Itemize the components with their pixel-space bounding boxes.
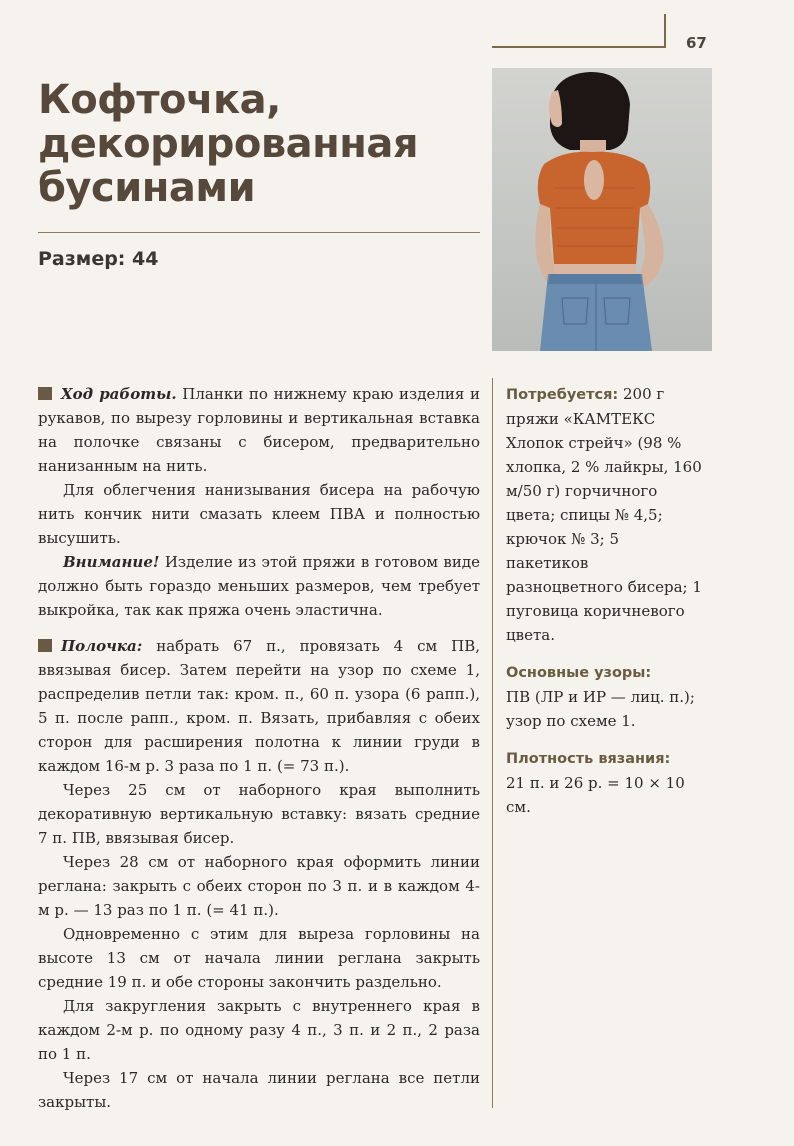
front-text: набрать 67 п., провязать 4 см ПВ, ввязывая бисер. Затем перейти на узор по схеме 1, распределив петли так: кром. п., 60 п. узора (6 рапп.), 5 п. после рапп., кром. п. Вязать, прибавляя с обеих сторон для расширения полотна к линии груди в каждом 16-м р. 3 раза по 1 п. (= 73 п.). xyxy=(38,637,480,775)
raglan-paragraph: Через 28 см от наборного края оформить линии реглана: закрыть с обеих сторон по 3 п. и в каждом 4-м р. — 13 раз по 1 п. (= 41 п.). xyxy=(38,853,480,919)
section-bullet-icon xyxy=(38,639,52,652)
work-text: Планки по нижнему краю изделия и рукавов, по вырезу горловины и вертикальная вставка на полочке связаны с бисером, предварительно нанизанным на нить. xyxy=(38,385,480,475)
title-line: декорированная xyxy=(38,121,419,167)
front-lead: Полочка: xyxy=(61,637,143,655)
work-lead: Ход работы. xyxy=(61,385,177,403)
attention-text: Изделие из этой пряжи в готовом виде должно быть гораздо меньших размеров, чем требует выкройка, так как пряжа очень эластична. xyxy=(38,553,480,619)
section-bullet-icon xyxy=(38,387,52,400)
attention-paragraph xyxy=(38,550,480,622)
neckline-paragraph: Одновременно с этим для выреза горловины на высоте 13 см от начала линии реглана закрыть средние 19 п. и обе стороны закончить раздельно. xyxy=(38,925,480,991)
title-line: Кофточка, xyxy=(38,77,281,123)
finish-paragraph: Через 17 см от начала линии реглана все петли закрыты. xyxy=(38,1069,480,1111)
gauge-heading: Плотность вязания: xyxy=(506,751,671,767)
gauge-text: 21 п. и 26 р. = 10 × 10 см. xyxy=(506,774,685,816)
attention-lead: Внимание! xyxy=(63,553,160,571)
rounding-paragraph: Для закругления закрыть с внутреннего края в каждом 2-м р. по одному разу 4 п., 3 п. и 2 п., 2 раза по 1 п. xyxy=(38,997,480,1063)
article-title xyxy=(38,78,478,210)
work-paragraph xyxy=(38,382,480,478)
materials-heading: Потребуется: xyxy=(506,387,619,403)
instructions-column xyxy=(38,382,480,1114)
title-line: бусинами xyxy=(38,165,256,211)
sidebar-column xyxy=(506,382,706,819)
model-photo xyxy=(492,68,712,351)
page-corner-rule-horizontal xyxy=(492,46,666,48)
materials-block xyxy=(506,382,706,647)
patterns-text: ПВ (ЛР и ИР — лиц. п.); узор по схеме 1. xyxy=(506,688,695,730)
patterns-heading: Основные узоры: xyxy=(506,665,652,681)
front-paragraph xyxy=(38,634,480,778)
materials-text: 200 г пряжи «КАМТЕКС Хлопок стрейч» (98 % хлопка, 2 % лайкры, 160 м/50 г) горчичного цвета; спицы № 4,5; крючок № 3; 5 пакетиков разноцветного бисера; 1 пуговица коричневого цвета. xyxy=(506,385,702,644)
page-number: 67 xyxy=(686,34,707,52)
garment-size: Размер: 44 xyxy=(38,248,159,270)
title-divider xyxy=(38,232,480,233)
insert-paragraph: Через 25 см от наборного края выполнить декоративную вертикальную вставку: вязать средние 7 п. ПВ, ввязывая бисер. xyxy=(38,781,480,847)
beading-paragraph: Для облегчения нанизывания бисера на рабочую нить кончик нити смазать клеем ПВА и полностью высушить. xyxy=(38,481,480,547)
page-corner-rule-vertical xyxy=(664,14,666,48)
column-divider xyxy=(492,378,493,1108)
